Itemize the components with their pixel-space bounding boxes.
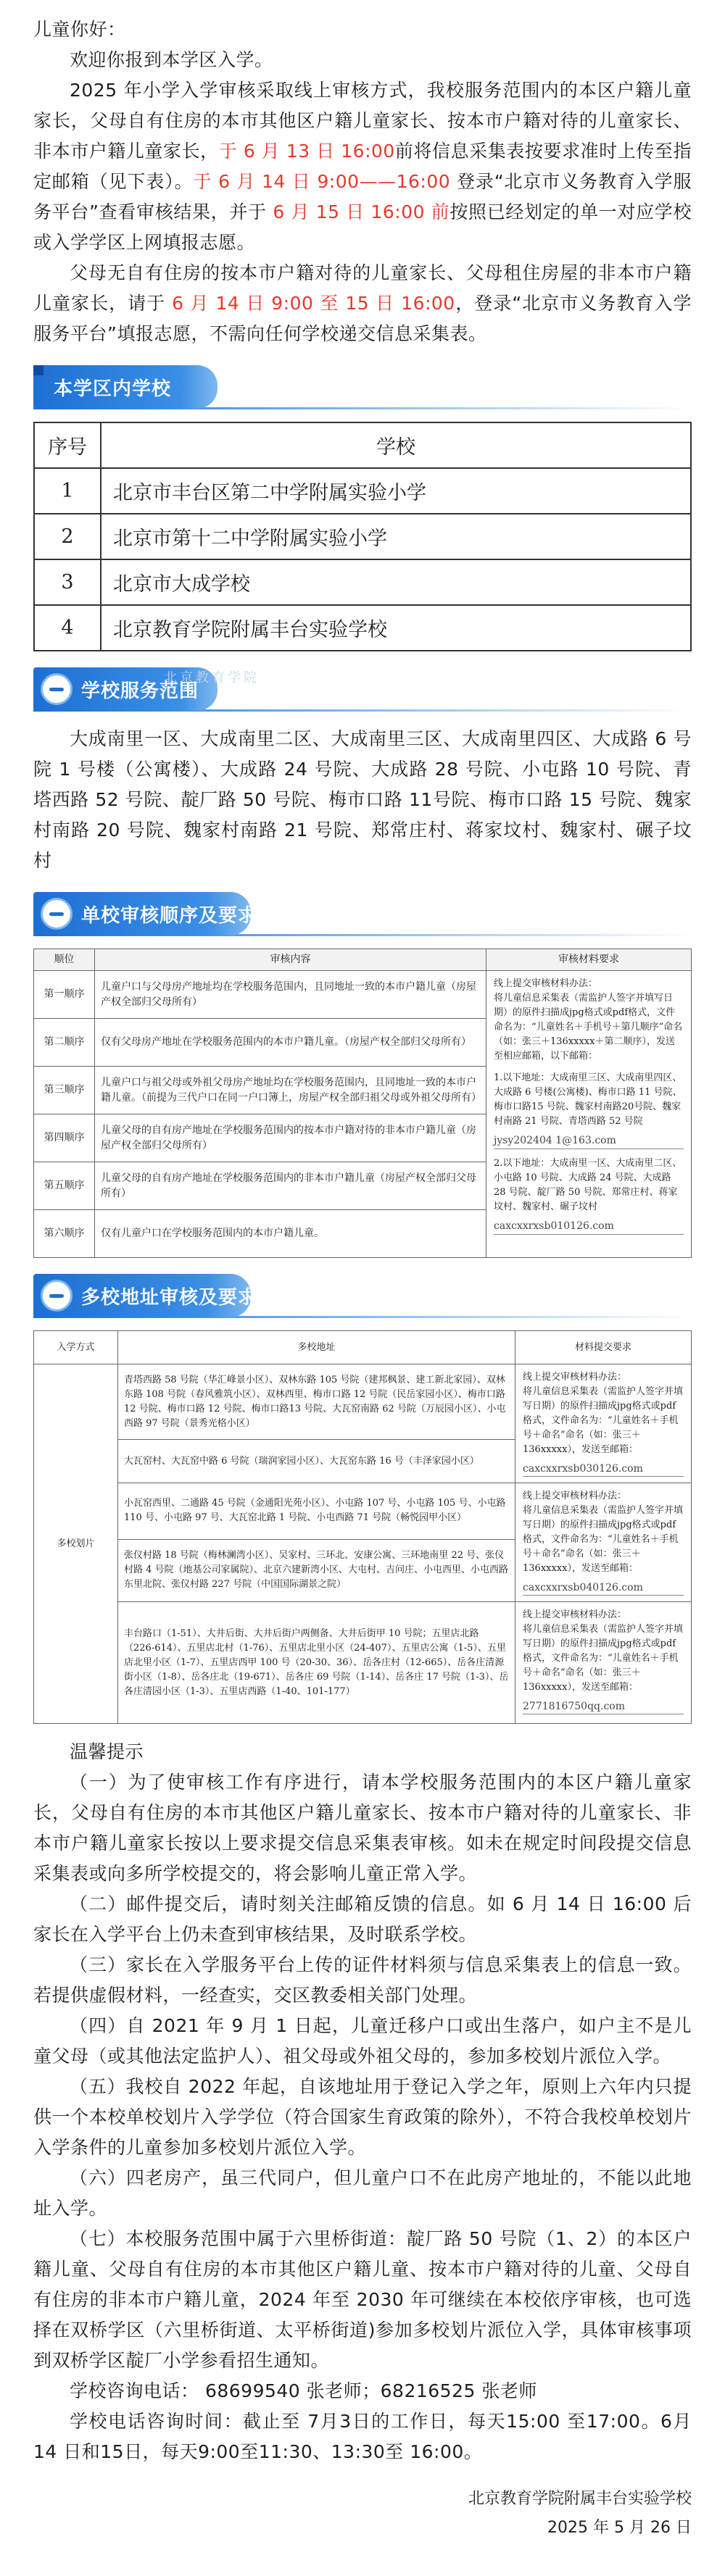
intro-text: 前将信息采集表按要求准时上传至指定邮箱（见下表）。 <box>33 141 692 192</box>
intro-text: 2025 年小学入学审核采取线上审核方式，我校服务范围内的本区户籍儿童家长，父母自有住房的本市其他区户籍儿童家长、按本市户籍对待的儿童家长、非本市户籍儿童家长， <box>33 80 692 162</box>
signature-date: 2025 年 5 月 26 日 <box>547 2519 692 2537</box>
column-header: 多校地址 <box>118 1331 515 1364</box>
email-address[interactable]: jysy202404 1@163.com <box>494 1133 684 1149</box>
table-row <box>34 971 692 1019</box>
minus-circle-icon <box>41 1280 72 1312</box>
section-banner-multi <box>33 1274 692 1320</box>
material-text: 线上提交审核材料办法： 将儿童信息采集表（需监护人签字并填写日期）的原件扫描成jpg格式或pdf格式，文件命名为：“儿童姓名＋手机号＋命名”命名（如：张三＋136xxxxx），发送至邮箱： <box>523 1491 684 1574</box>
address-cell: 青塔西路 58 号院（华汇峰景小区）、双林东路 105 号院（建邦枫景、建工新北家园）、双林东路 108 号院（春风雅筑小区）、双林西里、梅市口路 12 号院（民岳家园小区）、梅市口路 12 号院、梅市口路 12 号院、梅市口路13 号院、大瓦窑南路 62 号院（万辰园小区）、小屯西路 97 号院（景秀光格小区） <box>118 1364 515 1440</box>
material-cell <box>515 1364 692 1483</box>
section-banner-order <box>33 892 692 938</box>
content-cell: 儿童父母的自有房产地址在学校服务范围内的非本市户籍儿童（房屋产权全部归父母所有） <box>95 1162 486 1210</box>
rank-cell: 第四顺序 <box>34 1114 95 1162</box>
tip-item: （七）本校服务范围中属于六里桥街道：靛厂路 50 号院（1、2）的本区户籍儿童、父母自有住房的本市其他区户籍儿童、按本市户籍对待的儿童、父母自有住房的非本市户籍儿童，2024 年至 2030 年可继续在本校依序审核，也可选择在双桥学区（六里桥街道、太平桥街道)参加多校划片派位入学，具体审核事项到双桥学区靛厂小学参看招生通知。 <box>33 2228 692 2371</box>
deadline-highlight: 于 6 月 13 日 16:00 <box>218 141 395 162</box>
column-header: 学校 <box>101 422 691 468</box>
material-text: 线上提交审核材料办法： 将儿童信息采集表（需监护人签字并填写日期）的原件扫描成jpg格式或pdf格式，文件命名为：“儿童姓名＋手机号＋第几顺序”命名（如：张三＋136xxxxx＋第二顺序），发送至相应邮箱，以下邮箱： <box>494 978 683 1062</box>
table-row <box>34 559 691 605</box>
tips-title: 温馨提示 <box>70 1741 144 1762</box>
material-text: 2.以下地址：大成南里一区、大成南里二区、小屯路 10 号院、大成路 24 号院、大成路 28 号院、靛厂路 50 号院、郑常庄村、蒋家坟村、魏家村、碾子坟村 <box>494 1158 682 1212</box>
material-cell <box>515 1483 692 1602</box>
order-table <box>33 949 692 1258</box>
deadline-highlight: 6 月 15 日 16:00 前 <box>266 201 450 222</box>
table-row <box>34 1483 692 1540</box>
consult-hours: 学校电话咨询时间：截止至 7月3日的工作日，每天15:00 至17:00。6月14 日和15日，每天9:00至11:30、13:30至 16:00。 <box>33 2411 692 2462</box>
address-cell: 大瓦窑村、大瓦窑中路 6 号院（瑞润家园小区）、大瓦窑东路 16 号（丰泽家园小区） <box>118 1440 515 1483</box>
intro-text: 登录“北京市义务教育入学服务平台”查看审核结果，并于 <box>33 171 692 222</box>
address-cell: 小瓦窑西里、二通路 45 号院（金通阳光苑小区）、小屯路 107 号、小屯路 105 号、小屯路 110 号、小屯路 97 号、大瓦窑北路 1 号院、小屯西路 71 号院（畅悦园甲小区） <box>118 1483 515 1540</box>
material-text: 线上提交审核材料办法： 将儿童信息采集表（需监护人签字并填写日期）的原件扫描成jpg格式或pdf格式，文件命名为：“儿童姓名＋手机号＋命名”命名（如：张三＋136xxxxx），发送至邮箱： <box>523 1372 684 1455</box>
greeting: 儿童你好： <box>33 19 126 40</box>
school-name: 北京教育学院附属丰台实验学校 <box>101 605 691 651</box>
content-cell: 儿童父母的自有房产地址在学校服务范围内的按本市户籍对待的非本市户籍儿童（房屋产权全部归父母所有） <box>95 1114 486 1162</box>
table-row <box>34 1364 692 1440</box>
tip-item: （三）家长在入学服务平台上传的证件材料须与信息采集表上的信息一致。若提供虚假材料，一经查实，交区教委相关部门处理。 <box>33 1954 692 2006</box>
school-number: 4 <box>34 605 101 651</box>
school-name: 北京市大成学校 <box>101 559 691 605</box>
multi-school-table <box>33 1330 692 1724</box>
rank-cell: 第三顺序 <box>34 1067 95 1114</box>
method-cell: 多校划片 <box>34 1364 118 1724</box>
deadline-highlight: 于 6 月 14 日 9:00——16:00 <box>193 171 451 192</box>
rank-cell: 第一顺序 <box>34 971 95 1019</box>
section-title: 本学区内学校 <box>54 378 172 400</box>
table-row <box>34 468 691 514</box>
welcome-text: 欢迎你报到本学区入学。 <box>70 49 273 70</box>
tip-item: （六）四老房产，虽三代同户，但儿童户口不在此房产地址的，不能以此地址入学。 <box>33 2167 692 2219</box>
tip-item: （二）邮件提交后，请时刻关注邮箱反馈的信息。如 6 月 14 日 16:00 后家长在入学平台上仍未查到审核结果，及时联系学校。 <box>33 1893 692 1945</box>
tip-item: （一）为了使审核工作有序进行，请本学校服务范围内的本区户籍儿童家长，父母自有住房的本市其他区户籍儿童家长、按本市户籍对待的儿童家长、非本市户籍儿童家长按以上要求提交信息采集表审核。如未在规定时间段提交信息采集表或向多所学校提交的，将会影响儿童正常入学。 <box>33 1772 692 1884</box>
consult-phone: 学校咨询电话： 68699540 张老师；68216525 张老师 <box>70 2380 537 2401</box>
email-address[interactable]: caxcxxrxsb040126.com <box>523 1580 684 1596</box>
minus-circle-icon <box>41 673 72 705</box>
tip-item: （四）自 2021 年 9 月 1 日起，儿童迁移户口或出生落户，如户主不是儿童父母（或其他法定监护人）、祖父母或外祖父母的，参加多校划片派位入学。 <box>33 2015 692 2067</box>
school-number: 1 <box>34 468 101 514</box>
material-text: 线上提交审核材料办法： 将儿童信息采集表（需监护人签字并填写日期）的原件扫描成jpg格式或pdf格式，文件命名为：“儿童姓名＋手机号＋命名”命名（如：张三＋136xxxxx），发送至邮箱： <box>523 1609 684 1693</box>
email-address[interactable]: caxcxxrxsb010126.com <box>494 1219 684 1235</box>
intro-text: ，登录“北京市义务教育入学服务平台”填报志愿，不需向任何学校递交信息采集表。 <box>33 293 692 344</box>
address-cell: 丰台路口（1-51）、大井后街、大井后街户两侧备、大井后街甲 10 号院；五里店北路（226-614）、五里店北村（1-76）、五里店北里小区（24-407）、五里店公寓（1-5）、五里店北里小区（1-7）、五里店西甲 100 号（20-30、36）、岳各庄村（12-665）、岳各庄清源街小区（1-8）、岳各庄北（19-671）、岳各庄 69 号院（1-14）、岳各庄 17 号院（1-3）、岳各庄清园小区（1-3）、五里店西路（1-40、101-177） <box>118 1602 515 1724</box>
column-header: 材料提交要求 <box>515 1331 692 1364</box>
intro-paragraph-1 <box>33 75 692 258</box>
section-banner-service <box>33 667 692 714</box>
intro-text: 父母无自有住房的按本市户籍对待的儿童家长、父母租住房屋的非本市户籍儿童家长，请于 <box>33 262 692 314</box>
section-banner-schools <box>33 365 692 412</box>
school-number: 2 <box>34 514 101 559</box>
watermark: 北京教育学院 <box>164 670 260 685</box>
column-header: 入学方式 <box>34 1331 118 1364</box>
content-cell: 儿童户口与祖父母或外祖父母房产地址均在学校服务范围内，且同地址一致的本市户籍儿童。（前提为三代户口在同一户口簿上，房屋产权全部归祖父母或外祖父母所有） <box>95 1067 486 1114</box>
service-range-text: 大成南里一区、大成南里二区、大成南里三区、大成南里四区、大成路 6 号院 1 号楼（公寓楼）、大成路 24 号院、大成路 28 号院、小屯路 10 号院、青塔西路 52 号院、靛厂路 50 号院、梅市口路 11号院、梅市口路 15 号院、魏家村南路 20 号院、魏家村南路 21 号院、郑常庄村、蒋家坟村、魏家村、碾子坟村 <box>33 728 692 871</box>
email-address[interactable]: 2771816750qq.com <box>523 1699 684 1714</box>
section-title: 学校服务范围 <box>81 680 199 702</box>
column-header: 审核内容 <box>95 949 486 971</box>
signature <box>33 2485 692 2543</box>
rank-cell: 第二顺序 <box>34 1019 95 1067</box>
content-cell: 儿童户口与父母房产地址均在学校服务范围内，且同地址一致的本市户籍儿童（房屋产权全部归父母所有） <box>95 971 486 1019</box>
school-name: 北京市丰台区第二中学附属实验小学 <box>101 468 691 514</box>
column-header: 顺位 <box>34 949 95 971</box>
material-cell <box>515 1602 692 1724</box>
deadline-highlight: 6 月 14 日 9:00 至 15 日 16:00 <box>165 293 455 314</box>
column-header: 审核材料要求 <box>486 949 692 971</box>
intro-text: 按照已经划定的单一对应学校或入学学区上网填报志愿。 <box>33 201 692 253</box>
content-cell: 仅有儿童户口在学校服务范围内的本市户籍儿童。 <box>95 1210 486 1258</box>
tip-item: （五）我校自 2022 年起，自该地址用于登记入学之年，原则上六年内只提供一个本校单校划片入学学位（符合国家生育政策的除外），不符合我校单校划片入学条件的儿童参加多校划片派位入学。 <box>33 2076 692 2158</box>
email-address[interactable]: caxcxxrxsb030126.com <box>523 1462 684 1477</box>
table-row <box>34 605 691 651</box>
table-header-row <box>34 1331 692 1364</box>
table-header-row <box>34 949 692 971</box>
table-row <box>34 514 691 559</box>
content-cell: 仅有父母房产地址在学校服务范围内的本市户籍儿童。（房屋产权全部归父母所有） <box>95 1019 486 1067</box>
table-row <box>34 1602 692 1724</box>
school-name: 北京市第十二中学附属实验小学 <box>101 514 691 559</box>
table-header-row <box>34 422 691 468</box>
school-table <box>33 422 692 651</box>
rank-cell: 第六顺序 <box>34 1210 95 1258</box>
section-title: 多校地址审核及要求 <box>81 1287 258 1309</box>
minus-circle-icon <box>41 898 72 930</box>
rank-cell: 第五顺序 <box>34 1162 95 1210</box>
intro-paragraph-2 <box>33 258 692 349</box>
section-title: 单校审核顺序及要求 <box>81 905 258 927</box>
material-text: 1.以下地址：大成南里三区、大成南里四区、大成路 6 号楼(公寓楼)、梅市口路 11 号院、梅市口路15 号院、魏家村南路20号院、魏家村南路 21 号院、青塔西路 52 号院 <box>494 1072 682 1127</box>
signature-school: 北京教育学院附属丰台实验学校 <box>468 2490 692 2508</box>
column-header: 序号 <box>34 422 101 468</box>
material-cell <box>486 971 692 1258</box>
address-cell: 张仪村路 18 号院（梅林澜湾小区）、吴家村、三环北、安康公寓、三环地南里 22 号、张仪村路 4 号院（地基公司家属院）、北京六建新湾小区、大屯村、吉问庄、小屯西里、小屯西路东里北院、张仪村路 227 号院（中国国际湖景之院） <box>118 1539 515 1601</box>
school-number: 3 <box>34 559 101 605</box>
